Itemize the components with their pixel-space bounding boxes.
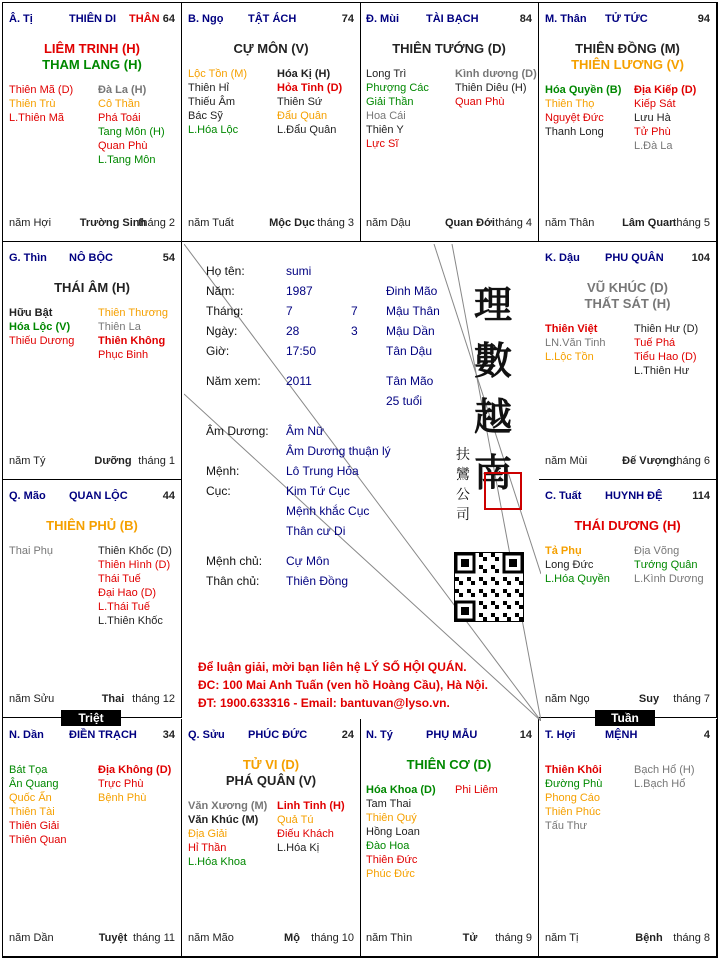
star-item: Thiên Việt [545, 323, 598, 335]
palace-footer [366, 217, 532, 231]
palace-name: QUAN LỘC [69, 490, 128, 502]
info-text: Đinh Mão [386, 284, 438, 298]
palace-name: TẬT ÁCH [248, 13, 297, 25]
info-text: 7 [351, 304, 358, 318]
star-item: Địa Võng [634, 545, 680, 557]
star-item: Phượng Các [366, 82, 429, 94]
seal-stamp [484, 472, 522, 510]
star-item: L.Hóa Lộc [188, 124, 239, 136]
palace-footer [188, 932, 354, 946]
right-stars [634, 83, 717, 153]
star-item: Thanh Long [545, 126, 604, 138]
info-text: Mệnh khắc Cục [286, 504, 370, 518]
star-item: Lực Sĩ [366, 138, 399, 150]
triet-badge: Triệt [61, 710, 121, 726]
star-item: Phúc Đức [366, 868, 415, 880]
info-text: Cục: [206, 484, 231, 498]
info-text: Tân Dậu [386, 344, 433, 358]
star-item: Thiên Y [366, 124, 404, 136]
year-label: năm Dần [9, 932, 54, 944]
year-label: năm Sửu [9, 693, 55, 705]
palace-header [188, 729, 354, 743]
month-label: tháng 7 [673, 693, 710, 705]
palace-footer [9, 455, 175, 469]
star-item: Ân Quang [9, 778, 59, 790]
palace-footer [545, 217, 710, 231]
info-text: Ngày: [206, 324, 238, 338]
info-text: Thân chủ: [206, 574, 260, 588]
calligraphy-char: 越 [474, 394, 513, 439]
star-item: Hỏa Tinh (D) [277, 82, 343, 94]
right-stars [98, 83, 182, 167]
stage-label: Trường Sinh [79, 217, 147, 229]
seal-text-char: 扶 [456, 447, 470, 463]
star-item: Thiên Quý [366, 812, 417, 824]
right-stars [98, 306, 182, 362]
star-item: L.Tang Môn [98, 154, 156, 166]
info-text: 7 [286, 304, 293, 318]
branch-label: Đ. Mùi [366, 13, 399, 25]
palace-ngo[interactable] [182, 3, 361, 242]
stage-label: Dưỡng [94, 455, 132, 467]
main-star: THAM LANG (H) [42, 57, 142, 72]
calligraphy-char: 理 [474, 282, 513, 327]
left-stars [545, 83, 631, 139]
star-item: Long Đức [545, 559, 594, 571]
info-text: 3 [351, 324, 358, 338]
branch-label: N. Tý [366, 729, 393, 741]
month-label: tháng 11 [132, 932, 175, 944]
stage-label: Thai [101, 693, 125, 705]
palace-mui[interactable] [360, 3, 539, 242]
main-star: THIÊN ĐỒNG (M) [575, 41, 680, 56]
star-item: Thiên Đức [366, 854, 418, 866]
star-item: Phục Binh [98, 349, 149, 361]
month-label: tháng 3 [317, 217, 354, 229]
tuan-badge: Tuần [595, 710, 655, 726]
palace-number: 14 [519, 729, 532, 741]
main-star: THIÊN PHỦ (B) [46, 518, 138, 533]
info-text: 28 [286, 324, 300, 338]
calligraphy-char: 南 [474, 450, 513, 495]
star-item: Thái Tuế [98, 573, 141, 585]
star-item: Văn Khúc (M) [188, 814, 259, 826]
right-stars [455, 783, 539, 797]
palace-number: 24 [341, 729, 354, 741]
palace-ty[interactable] [3, 3, 182, 242]
left-stars [545, 322, 631, 364]
stage-label: Suy [638, 693, 660, 705]
palace-number: 114 [692, 490, 710, 502]
branch-label: M. Thân [545, 13, 587, 25]
month-label: tháng 9 [495, 932, 532, 944]
info-text: Mệnh: [206, 464, 240, 478]
star-item: Thiên Diêu (H) [455, 82, 527, 94]
star-item: Hồng Loan [366, 826, 420, 838]
star-item: Thiên Hư (D) [634, 323, 699, 335]
branch-label: B. Ngọ [188, 13, 224, 25]
info-text: 1987 [286, 284, 313, 298]
info-text: 25 tuổi [386, 394, 423, 408]
star-item: Địa Giải [188, 828, 228, 840]
year-label: năm Mão [188, 932, 234, 944]
year-label: năm Tý [9, 455, 46, 467]
info-text: Tháng: [206, 304, 244, 318]
star-item: Cô Thần [98, 98, 140, 110]
month-label: tháng 2 [138, 217, 175, 229]
star-item: Hỉ Thần [188, 842, 227, 854]
palace-name: PHU QUÂN [605, 252, 664, 264]
star-item: Bát Tọa [9, 764, 48, 776]
palace-footer [545, 455, 710, 469]
palace-name: NÔ BỘC [69, 252, 113, 264]
info-text: Lô Trung Hỏa [286, 464, 359, 478]
palace-header [188, 13, 354, 27]
star-item: Thiên Thương [98, 307, 169, 319]
palace-footer [366, 932, 532, 946]
star-item: Địa Kiếp (D) [634, 84, 697, 96]
star-item: Phong Cáo [545, 792, 601, 804]
star-item: Thiên Khốc (D) [98, 545, 172, 557]
right-stars [277, 67, 361, 137]
right-stars [98, 763, 182, 805]
year-label: năm Thìn [366, 932, 413, 944]
year-label: năm Dậu [366, 217, 411, 229]
info-text: Năm xem: [206, 374, 261, 388]
month-label: tháng 10 [311, 932, 354, 944]
palace-number: 44 [162, 490, 175, 502]
palace-footer [9, 932, 175, 946]
year-label: năm Tị [545, 932, 579, 944]
calligraphy-char: 數 [474, 338, 513, 383]
star-item: Hóa Khoa (D) [366, 784, 436, 796]
star-item: L.Hóa Khoa [188, 856, 247, 868]
palace-footer [9, 693, 175, 707]
palace-name: TỬ TỨC [605, 13, 648, 25]
month-label: tháng 6 [673, 455, 710, 467]
left-stars [545, 763, 631, 833]
stage-label: Bệnh [635, 932, 663, 944]
palace-thin[interactable] [3, 242, 182, 480]
left-stars [9, 83, 95, 125]
palace-name: THIÊN DI [69, 13, 117, 25]
main-star: THIÊN CƠ (D) [406, 757, 492, 772]
palace-footer [545, 693, 710, 707]
star-item: Đà La (H) [98, 84, 147, 96]
info-text: Âm Dương thuận lý [286, 444, 391, 458]
info-text: Năm: [206, 284, 235, 298]
star-item: Thiên Trù [9, 98, 56, 110]
palace-name: MỆNH [605, 729, 638, 741]
star-item: Quả Tú [277, 814, 314, 826]
star-item: Đại Hao (D) [98, 587, 157, 599]
star-item: Thiên Quan [9, 834, 67, 846]
palace-footer [545, 932, 710, 946]
star-item: Quốc Ấn [9, 792, 52, 804]
month-label: tháng 8 [673, 932, 710, 944]
left-stars [545, 544, 631, 586]
palace-dau[interactable] [539, 242, 717, 480]
star-item: Trực Phù [98, 778, 144, 790]
palace-extra: THÂN [129, 13, 160, 25]
star-item: Tang Môn (H) [98, 126, 165, 138]
star-item: Thiên Giải [9, 820, 60, 832]
star-item: Hóa Quyền (B) [545, 84, 622, 96]
star-item: L.Đẩu Quân [277, 124, 337, 136]
star-item: Hoa Cái [366, 110, 406, 122]
star-item: Hữu Bật [9, 307, 53, 319]
palace-header [9, 252, 175, 266]
star-item: L.Đà La [634, 140, 673, 152]
month-label: tháng 1 [138, 455, 175, 467]
contact-line: ĐT: 1900.633316 - Email: bantuvan@lyso.vn. [198, 696, 450, 710]
star-item: Thiên Hỉ [188, 82, 229, 94]
star-item: LN.Văn Tinh [545, 337, 606, 349]
palace-number: 64 [162, 13, 175, 25]
palace-footer [9, 217, 175, 231]
star-item: Linh Tinh (H) [277, 800, 345, 812]
seal-text-char: 鸞 [456, 467, 470, 483]
stage-label: Mộc Dục [269, 217, 315, 229]
palace-mao[interactable] [3, 480, 182, 718]
stage-label: Tuyệt [98, 932, 128, 944]
star-item: Thiên Hình (D) [98, 559, 171, 571]
star-item: Thiên La [98, 321, 141, 333]
branch-label: C. Tuất [545, 490, 582, 502]
right-stars [455, 67, 539, 109]
palace-name: PHÚC ĐỨC [248, 729, 308, 741]
seal-text-char: 公 [456, 487, 470, 503]
info-text: Âm Nữ [286, 424, 325, 438]
contact-line: Để luận giải, mời bạn liên hệ LÝ SỐ HỘI QUÁN. [198, 660, 467, 674]
star-item: Thiên Thọ [545, 98, 595, 110]
star-item: Kiếp Sát [634, 98, 676, 110]
star-item: Đường Phù [545, 778, 603, 790]
star-item: Địa Không (D) [98, 764, 172, 776]
star-item: L.Kình Dương [634, 573, 704, 585]
branch-label: G. Thìn [9, 252, 47, 264]
right-stars [98, 544, 182, 628]
info-text: Mậu Dần [386, 324, 435, 338]
main-star: THẤT SÁT (H) [584, 296, 671, 311]
star-item: Tiểu Hao (D) [634, 351, 697, 363]
palace-header [545, 729, 710, 743]
main-star: THÁI ÂM (H) [54, 280, 130, 295]
stage-label: Mộ [284, 932, 300, 944]
info-text: Họ tên: [206, 264, 245, 278]
center-panel [184, 244, 541, 721]
star-item: Quan Phù [455, 96, 505, 108]
seal-text-char: 司 [456, 507, 470, 523]
star-item: Tấu Thư [545, 820, 588, 832]
palace-header [9, 729, 175, 743]
palace-header [366, 729, 532, 743]
branch-label: K. Dậu [545, 252, 580, 264]
star-item: Thiên Khôi [545, 764, 602, 776]
star-item: L.Hóa Kị [277, 842, 320, 854]
star-item: Nguyệt Đức [545, 112, 604, 124]
palace-number: 104 [691, 252, 710, 264]
left-stars [188, 799, 274, 869]
info-text: Mệnh chủ: [206, 554, 263, 568]
star-item: Thiên Sứ [277, 96, 323, 108]
left-stars [9, 763, 95, 847]
left-stars [188, 67, 274, 137]
star-item: L.Thái Tuế [98, 601, 150, 613]
left-stars [366, 67, 452, 151]
branch-label: Â. Tị [9, 13, 33, 25]
info-text: Thân cư Di [286, 524, 346, 538]
star-item: Điếu Khách [277, 828, 334, 840]
star-item: Phi Liêm [455, 784, 498, 796]
year-label: năm Ngọ [545, 693, 590, 705]
horoscope-board [2, 2, 718, 958]
palace-number: 84 [519, 13, 532, 25]
main-star: THIÊN LƯƠNG (V) [571, 57, 684, 72]
palace-number: 4 [703, 729, 710, 741]
info-text: 2011 [286, 374, 312, 388]
info-text: 17:50 [286, 344, 317, 358]
main-star: TỬ VI (D) [242, 757, 300, 772]
star-item: Đào Hoa [366, 840, 410, 852]
left-stars [366, 783, 452, 881]
star-item: Bệnh Phù [98, 792, 147, 804]
star-item: L.Thiên Mã [9, 112, 65, 124]
year-label: năm Thân [545, 217, 595, 229]
stage-label: Quan Đới [445, 217, 495, 229]
main-star: CỰ MÔN (V) [233, 41, 309, 56]
branch-label: N. Dần [9, 729, 44, 741]
star-item: Bạch Hổ (H) [634, 764, 695, 776]
star-item: Tả Phụ [545, 545, 582, 557]
palace-dan[interactable] [3, 719, 182, 957]
main-star: THÁI DƯƠNG (H) [574, 518, 681, 533]
palace-header [9, 13, 175, 27]
branch-label: Q. Mão [9, 490, 46, 502]
star-item: L.Lộc Tồn [545, 351, 594, 363]
stage-label: Đế Vượng [622, 455, 676, 467]
star-item: Tướng Quân [634, 559, 698, 571]
star-item: Tử Phù [634, 126, 671, 138]
star-item: Giải Thần [366, 96, 414, 108]
main-star: LIÊM TRINH (H) [43, 41, 141, 56]
info-text: Kim Tứ Cục [286, 484, 350, 498]
palace-header [545, 252, 710, 266]
star-item: Kình dương (D) [455, 68, 537, 80]
palace-number: 74 [341, 13, 354, 25]
right-stars [277, 799, 361, 855]
star-item: Đẩu Quân [277, 110, 328, 122]
stage-label: Lâm Quan [622, 217, 676, 229]
palace-name: TÀI BẠCH [426, 13, 479, 25]
year-label: năm Tuất [188, 217, 234, 229]
main-star: THIÊN TƯỚNG (D) [392, 41, 506, 56]
star-item: Lộc Tồn (M) [188, 68, 248, 80]
star-item: Tuế Phá [634, 337, 676, 349]
star-item: Lưu Hà [634, 112, 671, 124]
palace-suu[interactable] [182, 719, 361, 957]
palace-name: ĐIỀN TRẠCH [69, 729, 137, 741]
star-item: Thai Phụ [9, 545, 54, 557]
info-text: Cự Môn [286, 554, 330, 568]
branch-label: Q. Sửu [188, 729, 225, 741]
palace-header [545, 490, 710, 504]
palace-than[interactable] [539, 3, 717, 242]
main-star: PHÁ QUÂN (V) [225, 773, 317, 788]
palace-name: PHỤ MẪU [426, 729, 478, 741]
info-text: sumi [286, 264, 312, 278]
palace-header [9, 490, 175, 504]
left-stars [9, 544, 95, 558]
month-label: tháng 5 [673, 217, 710, 229]
palace-ty2[interactable] [360, 719, 539, 957]
branch-label: T. Hợi [545, 729, 576, 741]
right-stars [634, 322, 717, 378]
star-item: L.Hóa Quyền [545, 573, 610, 585]
month-label: tháng 12 [132, 693, 175, 705]
star-item: Thiên Mã (D) [9, 84, 74, 96]
palace-hoi[interactable] [539, 719, 717, 957]
palace-footer [188, 217, 354, 231]
info-text: Thiên Đồng [286, 574, 349, 588]
star-item: Thiếu Âm [188, 96, 236, 108]
star-item: Phá Toái [98, 112, 141, 124]
star-item: L.Bạch Hổ [634, 778, 686, 790]
star-item: Hóa Lộc (V) [9, 321, 71, 333]
star-item: Bác Sỹ [188, 110, 223, 122]
right-stars [634, 763, 717, 791]
star-item: Thiên Phúc [545, 806, 601, 818]
year-label: năm Mùi [545, 455, 588, 467]
qr-pattern [455, 553, 523, 621]
star-item: Thiên Tài [9, 806, 55, 818]
palace-header [545, 13, 710, 27]
info-text: Âm Dương: [206, 424, 269, 438]
palace-name: HUYNH ĐỆ [605, 490, 663, 502]
palace-tuat[interactable] [539, 480, 717, 718]
main-star: VŨ KHÚC (D) [587, 280, 668, 295]
stage-label: Tử [462, 932, 478, 944]
year-label: năm Hợi [9, 217, 52, 229]
palace-number: 54 [162, 252, 175, 264]
star-item: Văn Xương (M) [188, 800, 268, 812]
palace-number: 94 [697, 13, 710, 25]
star-item: L.Thiên Hư [634, 365, 690, 377]
palace-number: 34 [162, 729, 175, 741]
star-item: Long Trì [366, 68, 407, 80]
info-text: Mậu Thân [386, 304, 440, 318]
palace-header [366, 13, 532, 27]
right-stars [634, 544, 717, 586]
star-item: Quan Phù [98, 140, 148, 152]
star-item: Hóa Kị (H) [277, 68, 331, 80]
qr-code[interactable] [454, 552, 524, 622]
month-label: tháng 4 [495, 217, 532, 229]
left-stars [9, 306, 95, 348]
star-item: Thiếu Dương [9, 335, 75, 347]
star-item: Tam Thai [366, 798, 412, 810]
info-text: Tân Mão [386, 374, 434, 388]
star-item: L.Thiên Khốc [98, 615, 163, 627]
star-item: Thiên Không [98, 335, 166, 347]
info-text: Giờ: [206, 344, 230, 358]
contact-line: ĐC: 100 Mai Anh Tuấn (ven hồ Hoàng Cầu), Hà Nội. [198, 678, 489, 692]
